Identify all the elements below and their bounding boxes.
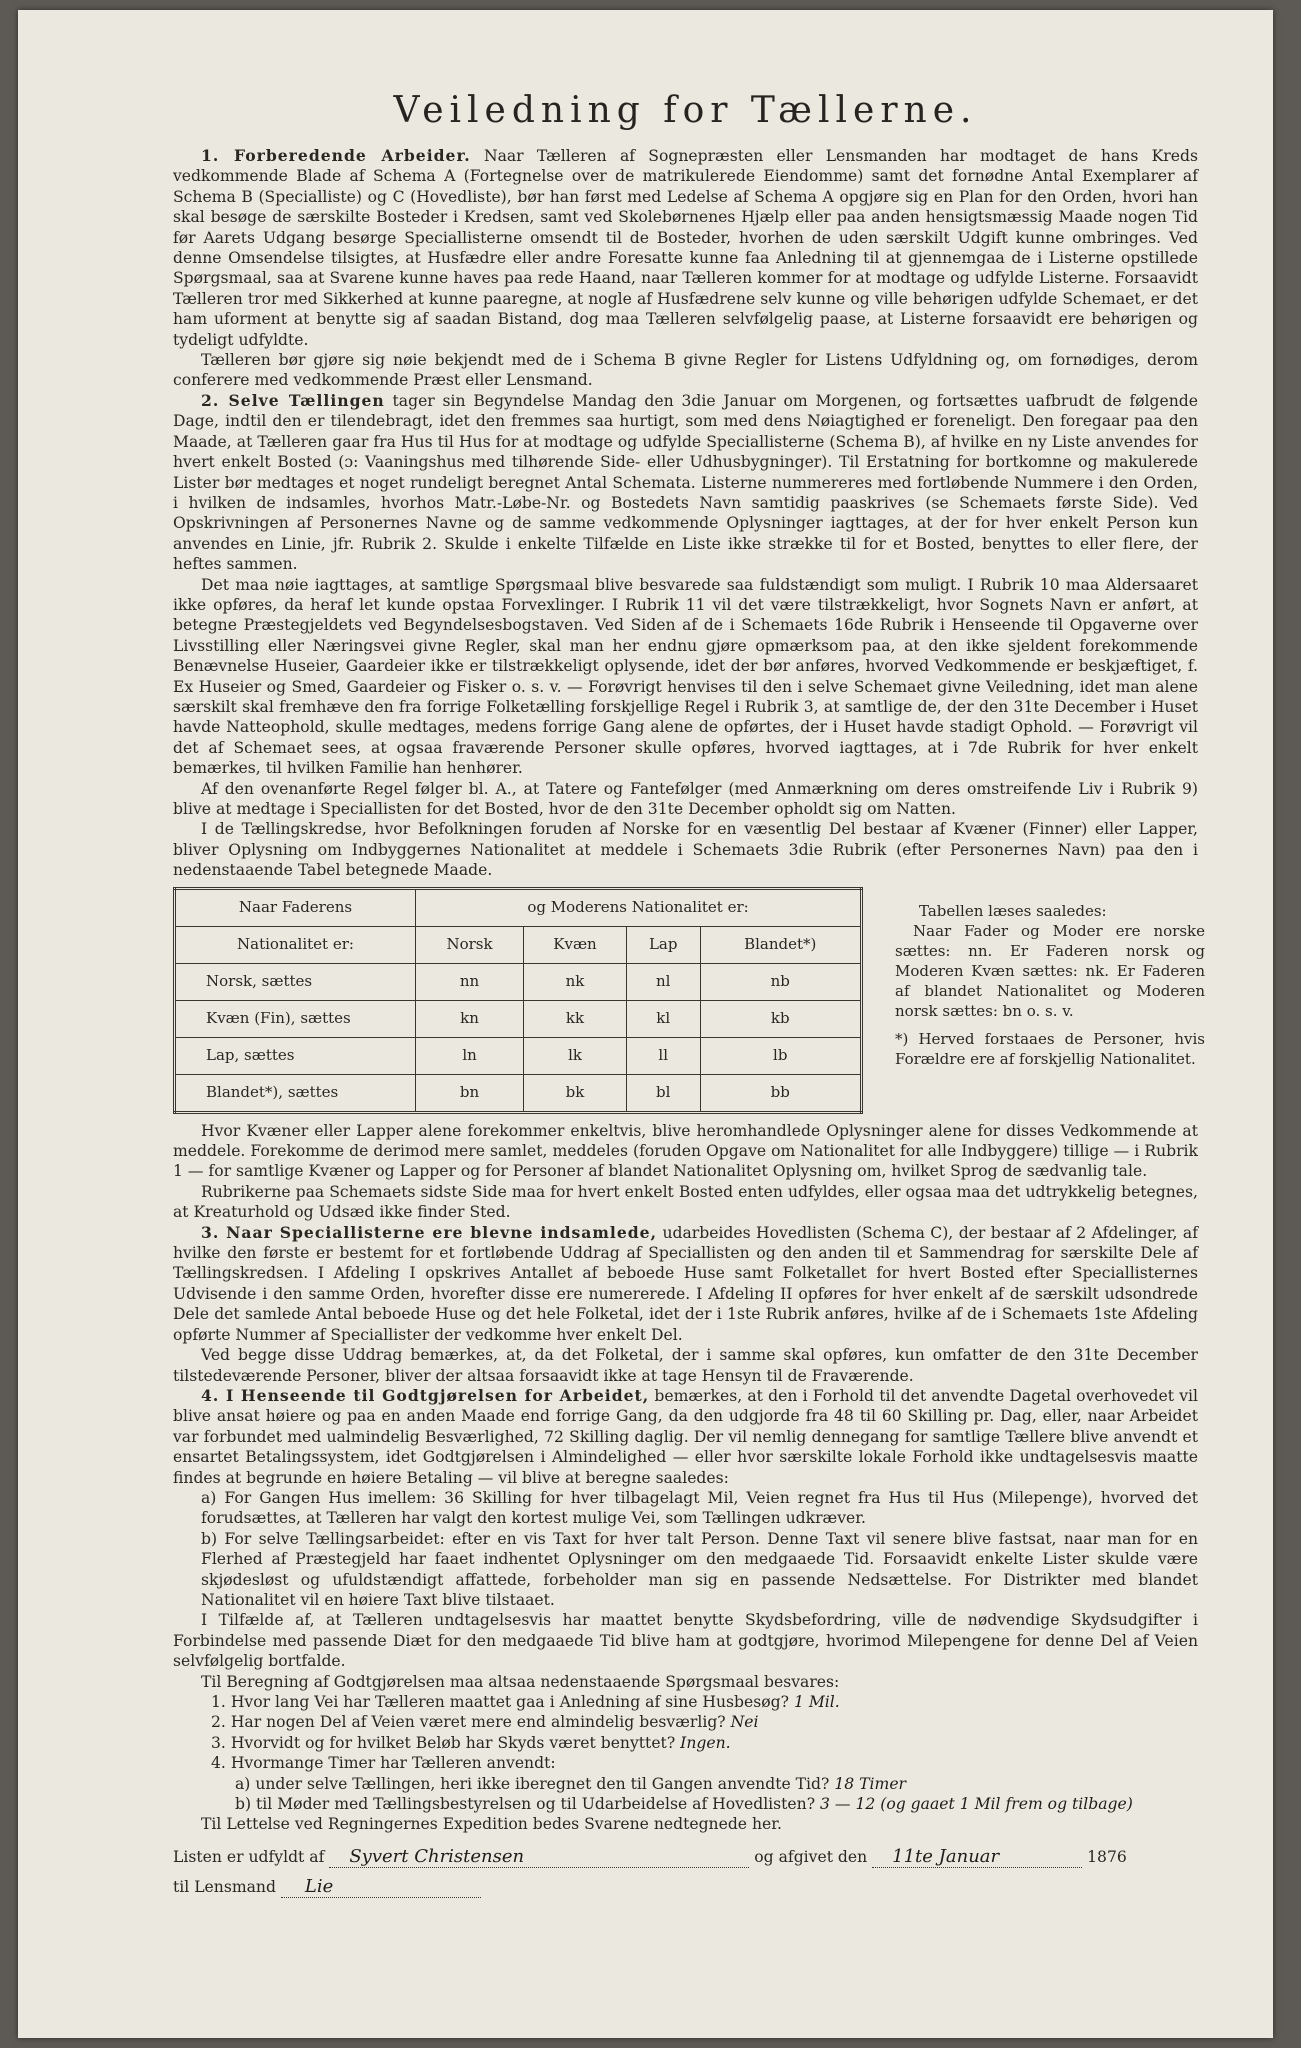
table-cell: bl [626, 1074, 700, 1112]
table-col-header: Lap [626, 926, 700, 963]
filled-by-line [329, 1847, 749, 1868]
listen-line [173, 1847, 1127, 1868]
question-item [211, 1753, 1198, 1773]
handwritten-date: 11te Januar [892, 1845, 1000, 1867]
lensmand-signature: Lie [304, 1875, 334, 1897]
section-2-heading: 2. Selve Tællingen [201, 390, 385, 410]
question-item [211, 1733, 1198, 1753]
table-row [175, 1037, 862, 1074]
table-col-header: Norsk [416, 926, 524, 963]
table-cell: lk [524, 1037, 627, 1074]
filled-by-signature: Syvert Christensen [349, 1845, 525, 1867]
question-item [211, 1794, 1198, 1814]
table-cell: bn [416, 1074, 524, 1112]
section-4-item-a: a) For Gangen Hus imellem: 36 Skilling for hver tilbagelagt Mil, Veien regnet fra Hus til Hus (Milepenge), hvorved det forudsættes, at Tælleren har valgt den kortest mulige Vei, som Tællingen udkræver. [201, 1488, 1198, 1528]
date-line [872, 1847, 1082, 1868]
table-cell: ll [626, 1037, 700, 1074]
closing-note: Til Lettelse ved Regningernes Expedition bedes Svarene nedtegnede her. [201, 1815, 782, 1834]
table-cell: kk [524, 1000, 627, 1037]
table-cell: bk [524, 1074, 627, 1112]
section-2-paragraph-3: Af den ovenanførte Regel følger bl. A., at Tatere og Fantefølger (med Anmærkning om deres omstreifende Liv i Rubrik 9) blive at medtage i Speciallisten for det Bosted, hvor de den 31te December opholdt sig om Natten. [173, 779, 1198, 818]
nationality-table-area [173, 887, 1205, 1117]
section-2-paragraph-2: Det maa nøie iagttages, at samtlige Spørgsmaal blive besvarede saa fuldstændigt som muligt. I Rubrik 10 maa Aldersaaret ikke opføres, da heraf let kunde opstaa Forvexlinger. I Rubrik 11 vil det være tilstrækkeligt, hvor Sognets Navn er anført, at betegne Præstegjeldets ved Begyndelsesbogstaven. Ved Siden af de i Schemaets 16de Rubrik i Henseende til Opgaverne over Livsstilling eller Næringsvei givne Regler, skal man her endnu gjøre opmærksom paa, at den ikke sjeldent forekommende Benævnelse Huseier, Gaardeier ikke er tilstrækkeligt oplysende, idet der bør anføres, hvorved Vedkommende er beskjæftiget, f. Ex Huseier og Smed, Gaardeier og Fisker o. s. v. — Forøvrigt henvises til den i selve Schemaet givne Veiledning, idet man alene særskilt skal fremhæve den fra forrige Folketælling forskjellige Regel i Rubrik 3, at samtlige de, der den 31te December i Huset havde Natteophold, skulle medtages, medens forrige Gang alene de opførtes, der i Huset havde stadigt Ophold. — Forøvrigt vil det af Schemaet sees, at ogsaa fraværende Personer skulle opføres, hvorved iagttages, at i 7de Rubrik for hver enkelt bemærkes, til hvilken Familie han henhører. [173, 575, 1198, 778]
section-4-text: bemærkes, at den i Forhold til det anvendte Dagetal overhovedet vil blive ansat høiere og paa en anden Maade end forrige Gang, da den udgjorde fra 48 til 60 Skilling pr. Dag, eller, naar Arbeidet var forbundet med ualmindelig Besværlighed, 72 Skilling daglig. Der vil nemlig dennegang for samtlige Tællere blive anvendt et ensartet Betalingssystem, idet Godtgjørelsen i Almindelighed — eller hvor særskilte lokale Forhold ikke undtagelsesvis maatte findes at begrunde en høiere Betaling — vil blive at beregne saaledes: [173, 1386, 1199, 1487]
year-label: 1876 [1087, 1847, 1127, 1866]
question-text: 4. Hvormange Timer har Tælleren anvendt: [211, 1754, 556, 1773]
question-item [211, 1774, 1198, 1794]
question-item [211, 1692, 1198, 1712]
section-1-heading: 1. Forberedende Arbeider. [201, 146, 471, 165]
section-3-heading: 3. Naar Speciallisterne ere blevne indsamlede, [201, 1222, 657, 1242]
section-1-paragraph [173, 146, 1198, 350]
section-4-paragraph-2: I Tilfælde af, at Tælleren undtagelsesvis har maattet benytte Skydsbefordring, ville de nødvendige Skydsudgifter i Forbindelse med passende Diæt for den medgaaede Tid blive ham at godtgjøre, hvorimod Milepengene for denne Del af Veien selvfølgelig bortfalde. [173, 1611, 1198, 1671]
table-cell: kb [700, 1000, 861, 1037]
table-row [175, 963, 862, 1000]
after-table-paragraph-2: Rubrikerne paa Schemaets sidste Side maa for hvert enkelt Bosted enten udfyldes, eller ogsaa maa det udtrykkelig betegnes, at Kreaturhold og Udsæd ikke finder Sted. [173, 1182, 1198, 1222]
table-cell: nn [416, 963, 524, 1000]
nationality-table [173, 887, 863, 1114]
section-1-paragraph-2: Tælleren bør gjøre sig nøie bekjendt med de i Schema B givne Regler for Listens Udfyldning og, om fornødiges, derom conferere med vedkommende Præst eller Lensmand. [173, 351, 1198, 390]
table-cell: ln [416, 1037, 524, 1074]
question-text: 2. Har nogen Del af Veien været mere end almindelig besværlig? [211, 1713, 726, 1732]
section-2-paragraph-4: I de Tællingskredse, hvor Befolkningen foruden af Norske for en væsentlig Del bestaar af Kvæner (Finner) eller Lapper, bliver Oplysning om Indbyggernes Nationalitet at meddele i Schemaets 3die Rubrik (efter Personernes Navn) paa den i nedenstaaende Tabel betegnede Maade. [173, 820, 1198, 880]
table-row-label: Blandet*), sættes [175, 1074, 416, 1112]
question-list [173, 1692, 1198, 1814]
section-4-paragraph-3: Til Beregning af Godtgjørelsen maa altsaa nedenstaaende Spørgsmaal besvares: [201, 1672, 840, 1691]
table-row-label: Norsk, sættes [175, 963, 416, 1000]
handwritten-answer: 3 — 12 (og gaaet 1 Mil frem og tilbage) [820, 1795, 1133, 1814]
section-3-text: udarbeides Hovedlisten (Schema C), der bestaar af 2 Afdelinger, af hvilke den første er bestemt for et fortløbende Uddrag af Speciallisten og den anden til et Sammendrag for særskilte Dele af Tællingskredsen. I Afdeling I opskrives Antallet af beboede Huse samt Folketallet for hvert Bosted efter Speciallisternes Udvisende i den samme Orden, hvorefter disse ere numererede. I Afdeling II opføres for hver enkelt af de særskilt udsondrede Dele det samlede Antal beboede Huse og det hele Folketal, idet der i 1ste Rubrik anføres, hvilke af de i Schemaets 1ste Afdeling opførte Nummer af Speciallister der vedkomme hver enkelt Del. [173, 1223, 1198, 1344]
side-note-title: Tabellen læses saaledes: [919, 901, 1107, 920]
section-2-text: tager sin Begyndelse Mandag den 3die Januar om Morgenen, og fortsættes uafbrudt de følgende Dage, indtil den er tilendebragt, idet den fremmes saa hurtigt, som med dens Nøiagtighed er foreneligt. Den foregaar paa den Maade, at Tælleren gaar fra Hus til Hus for at modtage og udfylde Speciallisterne (Schema B), af hvilke en ny Liste anvendes for hvert enkelt Bosted (ɔ: Vaaningshus med tilhørende Side- eller Udhusbygninger). Til Erstatning for bortkomne og makulerede Lister bør medtages et noget rundeligt beregnet Antal Schemata. Listerne nummereres med fortløbende Nummere i den Orden, i hvilken de indsamles, hvorhos Matr.-Løbe-Nr. og Bostedets Navn samtidig paaskrives (se Schemaets første Side). Ved Opskrivningen af Personernes Navne og de samme vedkommende Oplysninger iagttages, at der for hver enkelt Person kun anvendes en Linie, jfr. Rubrik 2. Skulde i enkelte Tilfælde en Liste ikke strække til for et Bosted, benyttes to eller flere, der heftes sammen. [173, 391, 1198, 574]
table-row-label: Kvæn (Fin), sættes [175, 1000, 416, 1037]
side-note-text: Naar Fader og Moder ere norske sættes: nn. Er Faderen norsk og Moderen Kvæn sættes: nk. Er Faderen af blandet Nationalitet og Moderen norsk sættes: bn o. s. v. [895, 921, 1205, 1020]
after-table-paragraph: Hvor Kvæner eller Lapper alene forekommer enkeltvis, blive heromhandlede Oplysninger alene for disses Vedkommende at meddele. Forekomme de derimod mere samlet, meddeles (foruden Opgave om Nationalitet for alle Indbyggere) tillige — i Rubrik 1 — for samtlige Kvæner og Lapper og for Personer af blandet Nationalitet Oplysning om, hvilket Sprog de sædvanlig tale. [173, 1121, 1198, 1181]
section-4-heading: 4. I Henseende til Godtgjørelsen for Arbeidet, [201, 1385, 650, 1405]
document-page [18, 10, 1273, 2038]
question-text: 1. Hvor lang Vei har Tælleren maattet gaa i Anledning af sine Husbesøg? [211, 1693, 789, 1711]
table-cell: lb [700, 1037, 861, 1074]
question-text: b) til Møder med Tællingsbestyrelsen og til Udarbeidelse af Hovedlisten? [235, 1795, 816, 1814]
table-row [175, 1074, 862, 1112]
section-3-paragraph [173, 1223, 1198, 1345]
table-cell: nl [626, 963, 700, 1000]
question-text: a) under selve Tællingen, heri ikke iberegnet den til Gangen anvendte Tid? [235, 1774, 830, 1793]
signature-area [173, 1843, 1198, 1907]
table-col-header: Kvæn [524, 926, 627, 963]
section-2-paragraph [173, 391, 1198, 575]
page-title: Veiledning for Tællerne. [393, 90, 978, 131]
section-4-item-b: b) For selve Tællingsarbeidet: efter en vis Taxt for hver talt Person. Denne Taxt vil senere blive fastsat, naar man for en Flerhed af Præstegjeld har faaet indhentet Oplysninger om den medgaaede Tid. Forsaavidt enkelte Lister skulde være skjødesløst og ufuldstændigt affattede, forbeholder man sig en passende Nedsættelse. For Distrikter med blandet Nationalitet vil en høiere Taxt blive tilstaaet. [201, 1529, 1198, 1609]
table-cell: kn [416, 1000, 524, 1037]
handwritten-answer: Nei [730, 1713, 759, 1732]
side-note-footnote: *) Herved forstaaes de Personer, hvis Forældre ere af forskjellig Nationalitet. [895, 1029, 1205, 1068]
lensmand-name-line [281, 1877, 481, 1898]
table-col-header: Blandet*) [700, 926, 861, 963]
table-header-father-2: Nationalitet er: [175, 926, 416, 963]
lensmand-label: til Lensmand [173, 1877, 276, 1896]
section-4-paragraph [173, 1386, 1198, 1488]
table-row [175, 1000, 862, 1037]
table-cell: bb [700, 1074, 861, 1112]
handwritten-answer: 18 Timer [834, 1774, 907, 1793]
handwritten-answer: 1 Mil. [793, 1693, 840, 1711]
document-body [173, 90, 1205, 1907]
table-cell: nk [524, 963, 627, 1000]
section-3-paragraph-2: Ved begge disse Uddrag bemærkes, at, da det Folketal, der i samme skal opføres, kun omfatter de den 31te December tilstedeværende Personer, bliver der altsaa forsaavidt ikke at tage Hensyn til de Fraværende. [173, 1346, 1198, 1385]
table-row-label: Lap, sættes [175, 1037, 416, 1074]
listen-label: Listen er udfyldt af [173, 1847, 325, 1866]
question-text: 3. Hvorvidt og for hvilket Beløb har Skyds været benyttet? [211, 1733, 676, 1752]
afgivet-label: og afgivet den [754, 1847, 868, 1866]
lensmand-line [173, 1877, 481, 1898]
question-item [211, 1712, 1198, 1732]
table-cell: nb [700, 963, 861, 1000]
table-cell: kl [626, 1000, 700, 1037]
table-header-father: Naar Faderens [175, 888, 416, 926]
table-header-mother: og Moderens Nationalitet er: [416, 888, 862, 926]
handwritten-answer: Ingen. [680, 1733, 731, 1752]
section-1-text: Naar Tælleren af Sognepræsten eller Lensmanden har modtaget de hans Kreds vedkommende Blade af Schema A (Fortegnelse over de matrikulerede Eiendomme) samt det fornødne Antal Exemplarer af Schema B (Specialliste) og C (Hovedliste), bør han først med Ledelse af Schema A opgjøre sig en Plan for den Orden, hvori han skal besøge de særskilte Bosteder i Kredsen, samt ved Skolebørnenes Hjælp eller paa anden hensigtsmæssig Maade nogen Tid før Aarets Udgang besørge Speciallisterne omsendt til de Bosteder, hvorhen de uden særskilt Udgift kunne ombringes. Ved denne Omsendelse tilsigtes, at Husfædre eller andre Foresatte kunne faa Anledning til at gjennemgaa de i Listerne opstillede Spørgsmaal, saa at Svarene kunne haves paa rede Haand, naar Tælleren kommer for at modtage og udfylde Listerne. Forsaavidt Tælleren tror med Sikkerhed at kunne paaregne, at nogle af Husfædrene selv kunne og ville behørigen udfylde Schemaet, er det ham uforment at benytte sig af saadan Bistand, dog maa Tælleren selvfølgelig paase, at Listerne forsaavidt ere behørigen og tydeligt udfyldte. [173, 147, 1198, 349]
table-side-note [895, 901, 1205, 1069]
